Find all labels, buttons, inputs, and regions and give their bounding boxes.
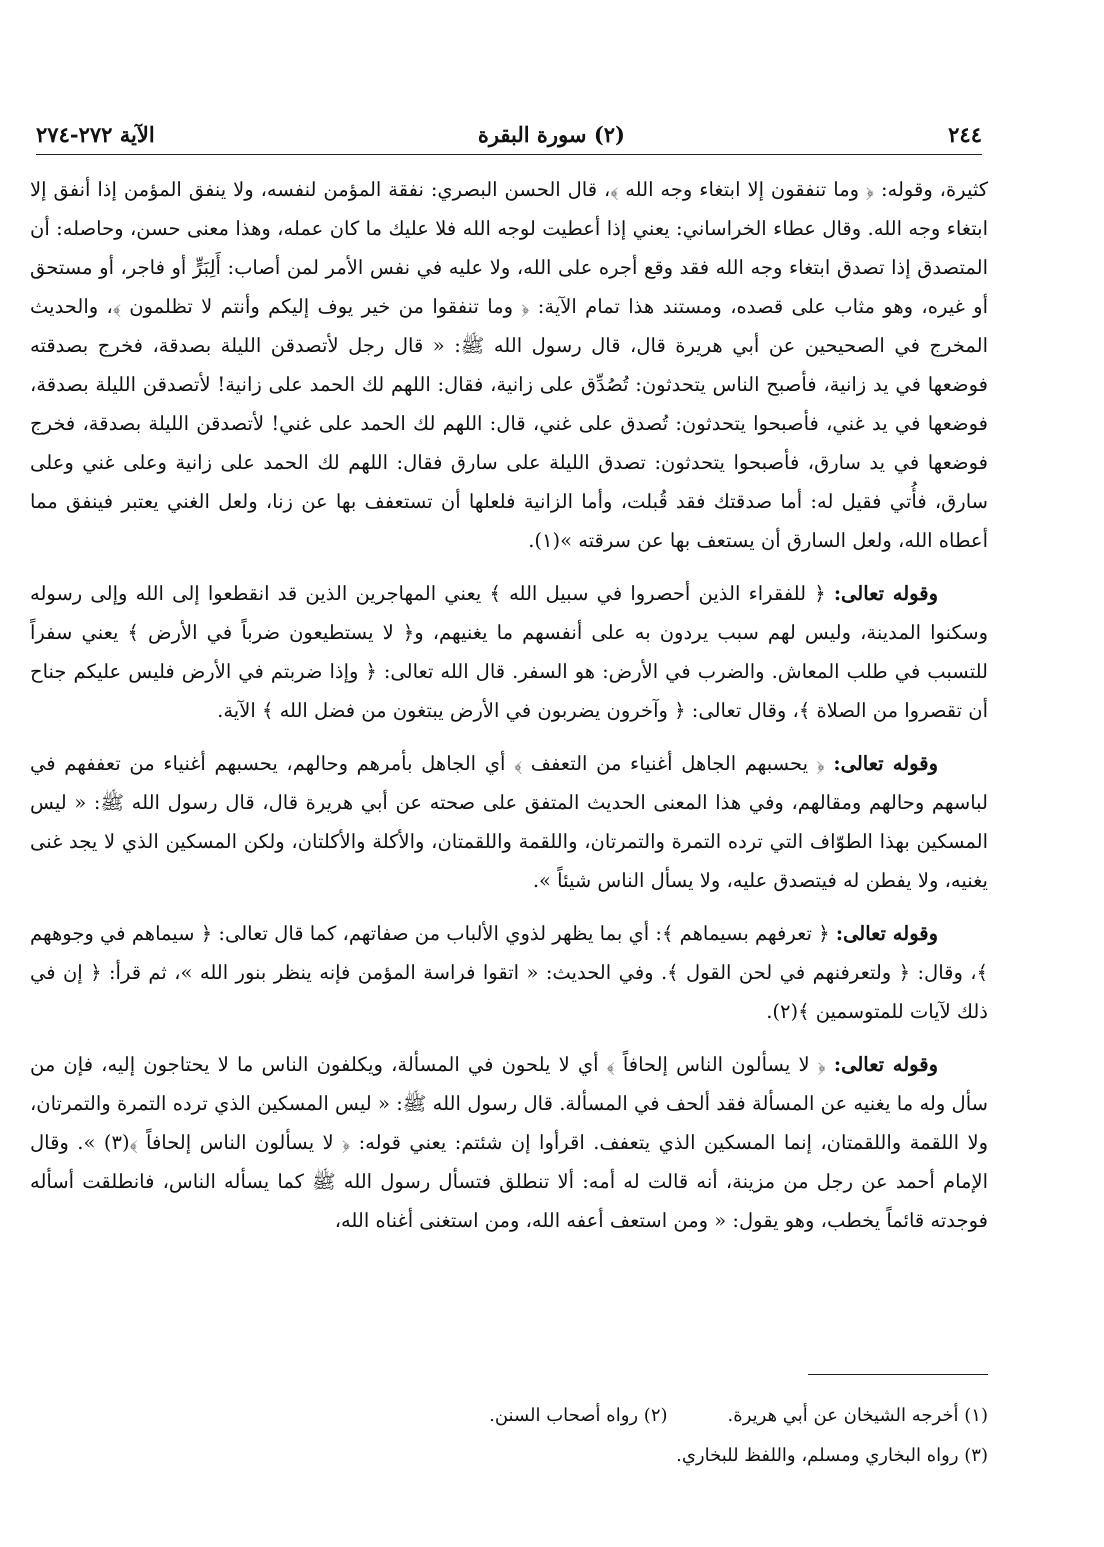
surah-title: (٢) سورة البقرة xyxy=(477,122,625,147)
footnote-1: (١) أخرجه الشيخان عن أبي هريرة. xyxy=(727,1405,988,1426)
paragraph xyxy=(30,1045,988,1240)
paragraph xyxy=(30,170,988,560)
paragraph-text: كثيرة، وقوله: ﴿ وما تنفقون إلا ابتغاء وجه الله ﴾، قال الحسن البصري: نفقة المؤمن لنفسه، ولا ينفق المؤمن إذا أنفق إلا ابتغاء وجه الله. وقال عطاء الخراساني: يعني إذا أعطيت لوجه الله فلا عليك ما كان عمله، وهذا معنى حسن، وحاصله: أن المتصدق إذا تصدق ابتغاء وجه الله فقد وقع أجره على الله، ولا عليه في نفس الأمر لمن أصاب: أَلِبَرٍّ أو فاجر، أو مستحق أو غيره، وهو مثاب على قصده، ومستند هذا تمام الآية: ﴿ وما تنفقوا من خير يوف إليكم وأنتم لا تظلمون ﴾، والحديث المخرج في الصحيحين عن أبي هريرة قال، قال رسول الله ﷺ: « قال رجل لأتصدقن الليلة بصدقة، فخرج بصدقته فوضعها في يد زانية، فأصبح الناس يتحدثون: تُصُدِّق على زانية، فقال: اللهم لك الحمد على زانية! لأتصدقن الليلة بصدقة، فوضعها في يد غني، فأصبحوا يتحدثون: تُصدق على غني، قال: اللهم لك الحمد على غني! لأتصدقن الليلة بصدقة، فخرج فوضعها في يد سارق، فأصبحوا يتحدثون: تصدق الليلة على سارق فقال: اللهم لك الحمد على زانية وعلى غني وعلى سارق، فأُتي فقيل له: أما صدقتك فقد قُبلت، وأما الزانية فلعلها أن تستعفف بها عن زنا، ولعل الغني يعتبر فينفق مما أعطاه الله، ولعل السارق أن يستعف بها عن سرقته »(١). xyxy=(30,178,988,552)
paragraph xyxy=(30,744,988,900)
page-header xyxy=(36,120,982,155)
paragraph-text: ﴿ لا يسألون الناس إلحافاً ﴾ أي لا يلحون في المسألة، ويكلفون الناس ما لا يحتاجون إليه، فإن من سأل وله ما يغنيه عن المسألة فقد ألحف في المسألة. قال رسول الله ﷺ: « ليس المسكين الذي ترده التمرة والتمرتان، ولا اللقمة واللقمتان، إنما المسكين الذي يتعفف. اقرأوا إن شئتم: يعني قوله: ﴿ لا يسألون الناس إلحافاً ﴾(٣) ». وقال الإمام أحمد عن رجل من مزينة، أنه قالت له أمه: ألا تنطلق فتسأل رسول الله ﷺ كما يسأله الناس، فانطلقت أسأله فوجدته قائماً يخطب، وهو يقول: « ومن استعف أعفه الله، ومن استغنى أغناه الله، xyxy=(30,1053,988,1232)
paragraph xyxy=(30,574,988,730)
paragraph-text: ﴿ تعرفهم بسيماهم ﴾: أي بما يظهر لذوي الألباب من صفاتهم، كما قال تعالى: ﴿ سيماهم في وجوههم ﴾، وقال: ﴿ ولتعرفنهم في لحن القول ﴾. وفي الحديث: « اتقوا فراسة المؤمن فإنه ينظر بنور الله »، ثم قرأ: ﴿ إن في ذلك لآيات للمتوسمين ﴾(٢). xyxy=(30,922,988,1023)
page-number: ٢٤٤ xyxy=(948,122,982,147)
paragraph-text: ﴿ للفقراء الذين أحصروا في سبيل الله ﴾ يعني المهاجرين الذين قد انقطعوا إلى الله وإلى رسوله وسكنوا المدينة، وليس لهم سبب يردون به على أنفسهم ما يغنيهم، و﴿ لا يستطيعون ضرباً في الأرض ﴾ يعني سفراً للتسبب في طلب المعاش. والضرب في الأرض: هو السفر. قال الله تعالى: ﴿ وإذا ضربتم في الأرض فليس عليكم جناح أن تقصروا من الصلاة ﴾، وقال تعالى: ﴿ وآخرون يضربون في الأرض يبتغون من فضل الله ﴾ الآية. xyxy=(30,582,988,722)
paragraph-text: ﴿ يحسبهم الجاهل أغنياء من التعفف ﴾ أي الجاهل بأمرهم وحالهم، يحسبهم أغنياء من تعففهم في لباسهم وحالهم ومقالهم، وفي هذا المعنى الحديث المتفق على صحته عن أبي هريرة قال، قال رسول الله ﷺ: « ليس المسكين بهذا الطوّاف التي ترده التمرة والتمرتان، واللقمة واللقمتان، والأكلة والأكلتان، ولكن المسكين الذي لا يجد غنى يغنيه، ولا يفطن له فيتصدق عليه، ولا يسأل الناس شيئاً ». xyxy=(30,752,988,892)
footnotes xyxy=(30,1396,988,1476)
footnote-3: (٣) رواه البخاري ومسلم، واللفظ للبخاري. xyxy=(676,1445,988,1466)
main-text xyxy=(30,170,988,1254)
paragraph-lead: وقوله تعالى: xyxy=(833,1053,938,1076)
footnote-2: (٢) رواه أصحاب السنن. xyxy=(489,1405,668,1426)
verse-range: الآية ٢٧٢-٢٧٤ xyxy=(36,122,155,147)
footnote-line xyxy=(30,1436,988,1476)
footnote-line xyxy=(30,1396,988,1436)
paragraph-lead: وقوله تعالى: xyxy=(833,582,938,605)
paragraph-lead: وقوله تعالى: xyxy=(833,752,938,775)
paragraph xyxy=(30,914,988,1031)
paragraph-lead: وقوله تعالى: xyxy=(835,922,939,945)
footnote-separator xyxy=(808,1374,988,1375)
